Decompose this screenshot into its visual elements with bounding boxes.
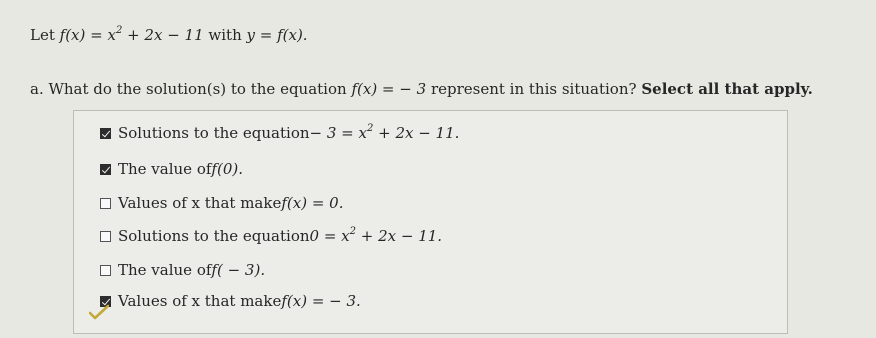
y-definition: y = f(x). bbox=[246, 26, 308, 44]
option-text: Values of x that make bbox=[118, 194, 282, 212]
question-equation: f(x) = − 3 bbox=[351, 80, 427, 98]
option-math-lhs: 0 = x bbox=[309, 227, 350, 245]
option-math: f(x) = 0. bbox=[281, 194, 344, 212]
checkmark-icon bbox=[89, 304, 109, 320]
checkbox-checked[interactable] bbox=[100, 164, 111, 175]
function-definition bbox=[60, 26, 204, 44]
option-exponent: 2 bbox=[349, 226, 356, 237]
option-6[interactable] bbox=[100, 292, 361, 310]
option-math bbox=[310, 227, 443, 245]
option-text: Values of x that make bbox=[118, 292, 282, 310]
option-text: Solutions to the equation bbox=[118, 124, 310, 142]
option-math: f(x) = − 3. bbox=[281, 292, 361, 310]
exponent: 2 bbox=[115, 25, 123, 36]
option-math: f( − 3). bbox=[211, 261, 266, 279]
option-2[interactable] bbox=[100, 160, 243, 178]
option-text: Solutions to the equation bbox=[118, 227, 310, 245]
option-math-lhs: − 3 = x bbox=[309, 124, 367, 142]
option-5[interactable] bbox=[100, 261, 265, 279]
question-middle: represent in this situation? bbox=[430, 80, 637, 98]
option-math: f(0). bbox=[211, 160, 243, 178]
checkbox-unchecked[interactable] bbox=[100, 198, 111, 209]
with-text: with bbox=[208, 26, 242, 44]
option-math bbox=[310, 124, 460, 142]
select-instruction: Select all that apply. bbox=[641, 80, 813, 98]
checkbox-checked[interactable] bbox=[100, 128, 111, 139]
question-prefix: a. What do the solution(s) to the equation bbox=[30, 80, 347, 98]
option-math-rhs: + 2x − 11. bbox=[356, 227, 443, 245]
function-lhs: f(x) = x bbox=[59, 26, 116, 44]
problem-statement bbox=[30, 26, 308, 44]
option-exponent: 2 bbox=[366, 123, 374, 134]
option-4[interactable] bbox=[100, 227, 442, 245]
function-rhs: + 2x − 11 bbox=[122, 26, 204, 44]
checkbox-unchecked[interactable] bbox=[100, 265, 111, 276]
checkbox-unchecked[interactable] bbox=[100, 231, 111, 242]
option-text: The value of bbox=[118, 261, 212, 279]
option-math-rhs: + 2x − 11. bbox=[373, 124, 460, 142]
question-prompt bbox=[30, 80, 813, 98]
option-1[interactable] bbox=[100, 124, 459, 142]
let-text: Let bbox=[30, 26, 55, 44]
option-text: The value of bbox=[118, 160, 212, 178]
option-3[interactable] bbox=[100, 194, 343, 212]
